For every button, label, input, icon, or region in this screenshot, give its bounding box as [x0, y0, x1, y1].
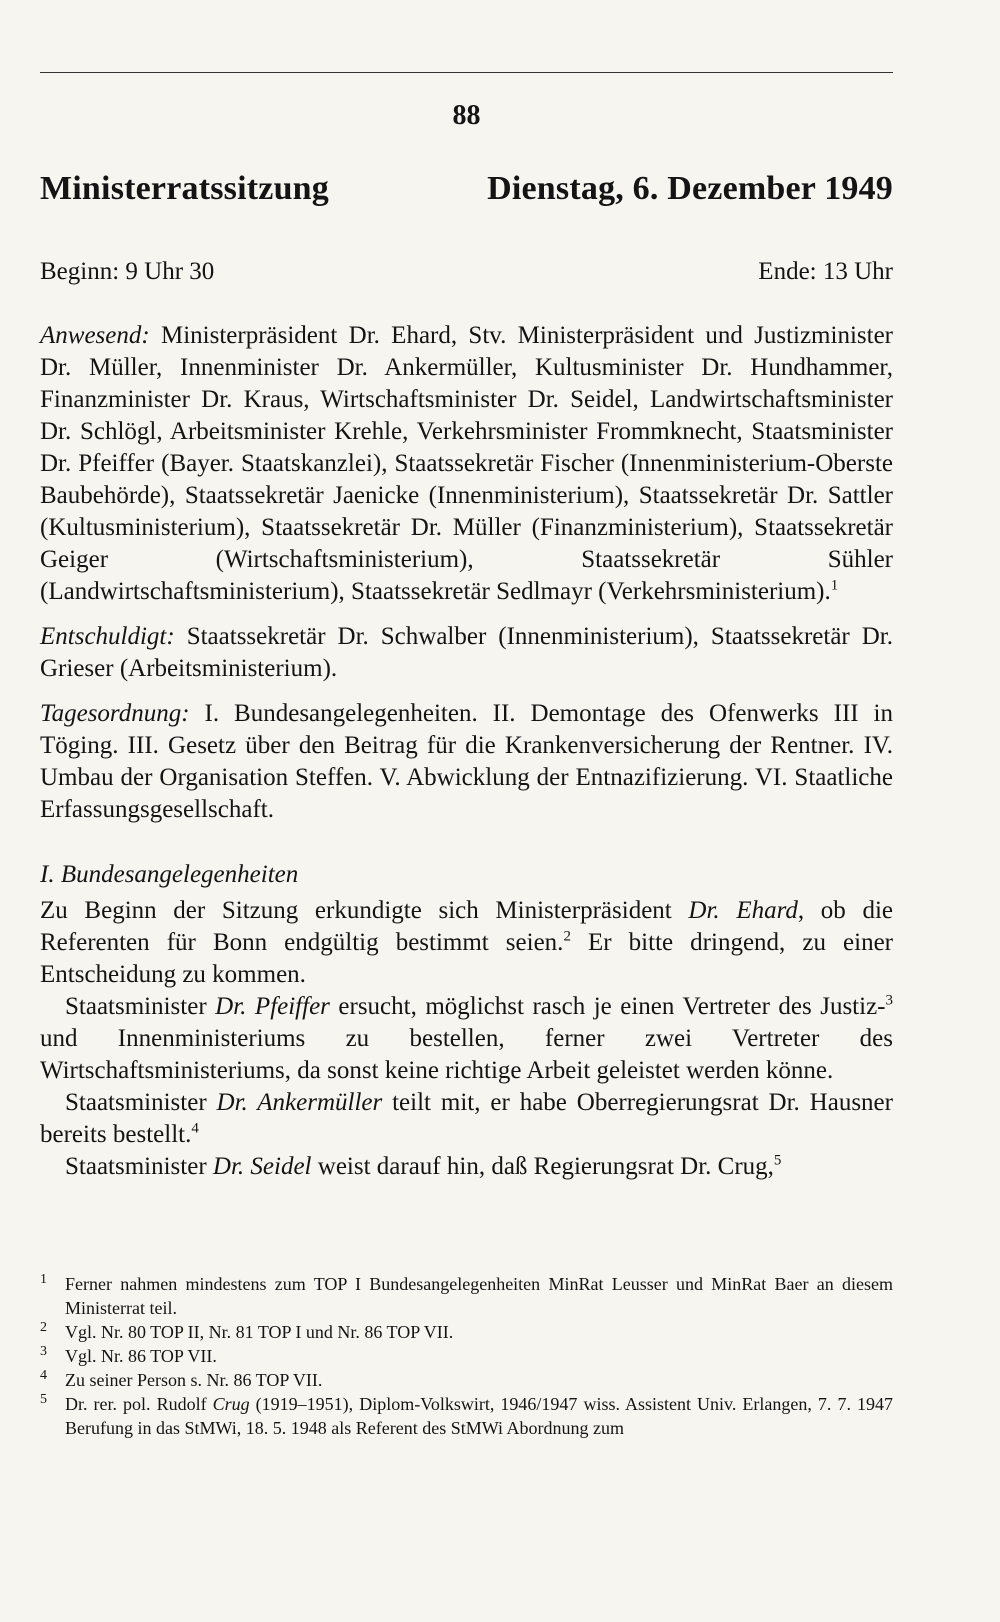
attendees-paragraph [40, 320, 893, 608]
person-name: Dr. Ehard [688, 897, 798, 924]
session-times [40, 258, 893, 286]
session-date: Dienstag, 6. Dezember 1949 [487, 170, 893, 207]
footnote-ref-1: 1 [830, 577, 839, 594]
main-text [40, 320, 893, 1183]
footnote-ref-4: 4 [191, 1120, 199, 1137]
excused-paragraph [40, 621, 893, 685]
footnote-text: Ferner nahmen mindestens zum TOP I Bundesangelegenheiten MinRat Leusser und MinRat Baer an diesem Ministerrat teil. [65, 1274, 893, 1318]
footnote-text: Vgl. Nr. 80 TOP II, Nr. 81 TOP I und Nr. 86 TOP VII. [65, 1322, 454, 1342]
footnote [40, 1272, 893, 1320]
footnote [40, 1344, 893, 1368]
footnote-ref-2: 2 [563, 928, 571, 945]
begin-time: Beginn: 9 Uhr 30 [40, 258, 215, 285]
person-name: Dr. Pfeiffer [215, 993, 330, 1020]
excused-text: Staatssekretär Dr. Schwalber (Innenministerium), Staatssekretär Dr. Grieser (Arbeitsministerium). [40, 623, 893, 682]
person-name: Crug [212, 1394, 250, 1414]
section-paragraph-1: Zu Beginn der Sitzung erkundigte sich Ministerpräsident Dr. Ehard, ob die Referenten für Bonn endgültig bestimmt seien.$^2$ Er bitte dringend, zu einer Entscheidung zu kommen. [40, 897, 894, 988]
footnote-text: Zu seiner Person s. Nr. 86 TOP VII. [65, 1370, 323, 1390]
footnote-number: 2 [40, 1320, 47, 1335]
section-title: I. Bundesangelegenheiten [40, 861, 299, 888]
person-name: Dr. Seidel [212, 1153, 312, 1180]
section-paragraph-4: Staatsminister Dr. Seidel weist darauf hin, daß Regierungsrat Dr. Crug,$^5$ [65, 1152, 782, 1180]
footnote [40, 1320, 893, 1344]
footnote-number: 1 [40, 1272, 47, 1287]
footnotes [40, 1272, 893, 1440]
agenda-paragraph [40, 698, 893, 826]
session-heading [40, 170, 893, 208]
agenda-label: Tagesordnung: [40, 700, 190, 727]
footnote-number: 4 [40, 1368, 47, 1383]
footnote [40, 1392, 893, 1440]
footnote-text: Dr. rer. pol. Rudolf Crug (1919–1951), Diplom-Volkswirt, 1946/1947 wiss. Assistent Univ. Erlangen, 7. 7. 1947 Berufung in das StMWi, 18. 5. 1948 als Referent des StMWi Abordnung zum [65, 1394, 893, 1438]
footnote-ref-5: 5 [773, 1152, 782, 1169]
agenda-text: I. Bundesangelegenheiten. II. Demontage des Ofenwerks III in Töging. III. Gesetz über den Beitrag für die Krankenversicherung der Rentner. IV. Umbau der Organisation Steffen. V. Abwicklung der Entnazifizierung. VI. Staatliche Erfassungsgesellschaft. [40, 700, 893, 823]
page-number: 88 [452, 100, 481, 131]
header-rule [40, 72, 893, 73]
footnote [40, 1368, 893, 1392]
person-name: Dr. Ankermüller [216, 1089, 383, 1116]
attendees-text: Ministerpräsident Dr. Ehard, Stv. Ministerpräsident und Justizminister Dr. Müller, Innenminister Dr. Ankermüller, Kultusminister Dr. Hundhammer, Finanzminister Dr. Kraus, Wirtschaftsminister Dr. Seidel, Landwirtschaftsminister Dr. Schlögl, Arbeitsminister Krehle, Verkehrsminister Frommknecht, Staatsminister Dr. Pfeiffer (Bayer. Staatskanzlei), Staatssekretär Fischer (Innenministerium-Oberste Baubehörde), Staatssekretär Jaenicke (Innenministerium), Staatssekretär Dr. Sattler (Kultusministerium), Staatssekretär Dr. Müller (Finanzministerium), Staatssekretär Geiger (Wirtschaftsministerium), Staatssekretär Sühler (Landwirtschaftsministerium), Staatssekretär Sedlmayr (Verkehrsministerium). [40, 322, 893, 605]
section-paragraph-2: Staatsminister Dr. Pfeiffer ersucht, möglichst rasch je einen Vertreter des Justiz-$^3$ und Innenministeriums zu bestellen, ferner zwei Vertreter des Wirtschaftsministeriums, da sonst keine richtige Arbeit geleistet werden könne. [40, 992, 893, 1084]
footnote-text: Vgl. Nr. 86 TOP VII. [65, 1346, 217, 1366]
excused-label: Entschuldigt: [40, 623, 175, 650]
end-time: Ende: 13 Uhr [758, 258, 893, 285]
footnote-number: 3 [40, 1344, 47, 1359]
session-title: Ministerratssitzung [40, 170, 329, 207]
footnote-number: 5 [40, 1392, 47, 1407]
footnote-ref-3: 3 [885, 992, 893, 1009]
attendees-label: Anwesend: [40, 322, 150, 349]
section-paragraph-3: Staatsminister Dr. Ankermüller teilt mit, er habe Oberregierungsrat Dr. Hausner bereits bestellt.$^4$ [40, 1089, 893, 1148]
